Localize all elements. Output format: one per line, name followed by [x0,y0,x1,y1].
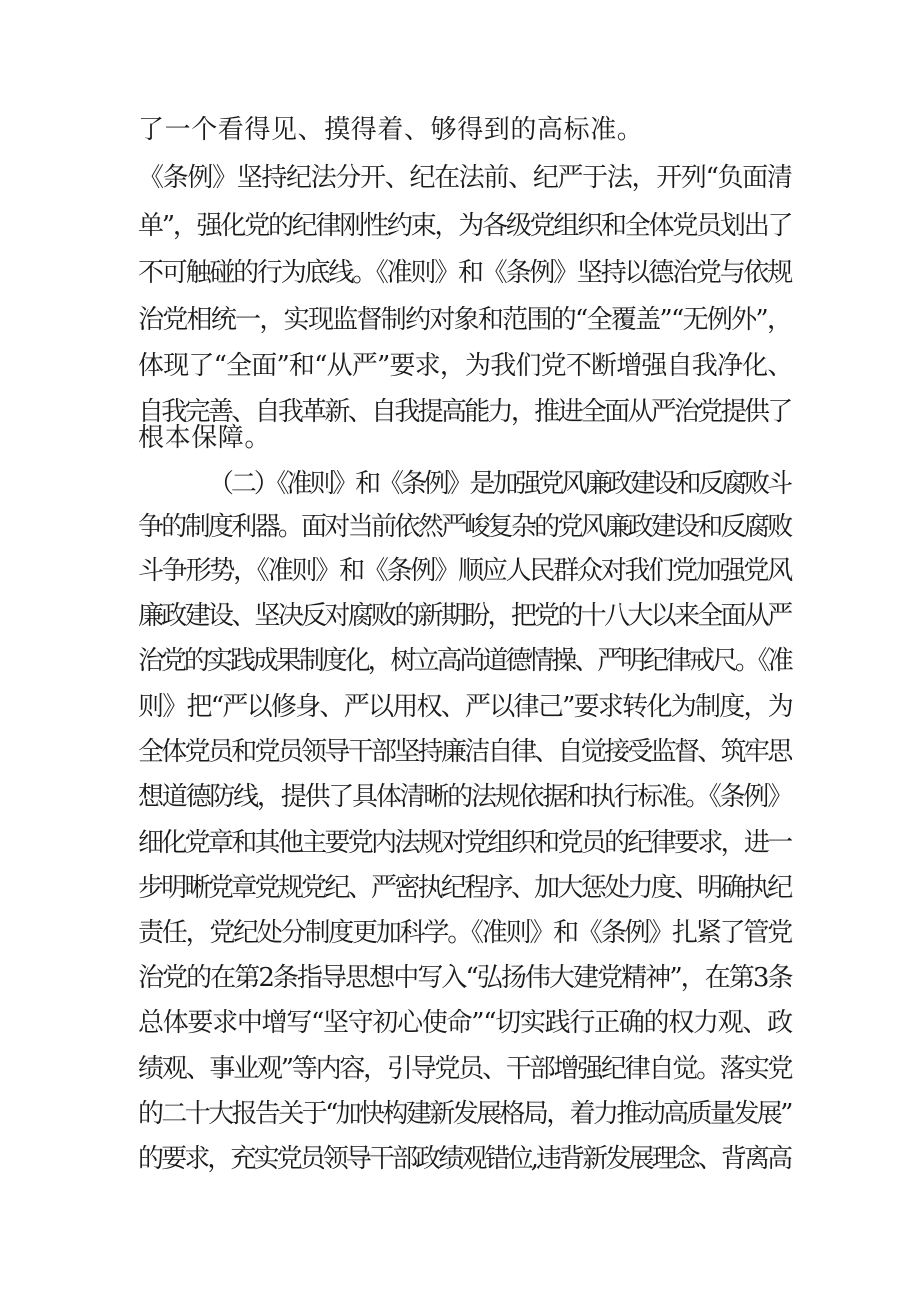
text-line: 自我完善、自我革新、自我提高能力，推进全面从严治党提供了 [138,397,791,427]
text-line: 根本保障。 [138,423,272,453]
text-line: 单”，强化党的纪律刚性约束，为各级党组织和全体党员划出了 [138,211,792,241]
text-line: 则》把“严以修身、严以用权、严以律己”要求转化为制度，为 [138,692,793,722]
text-line: 争的制度利器。面对当前依然严峻复杂的党风廉政建设和反腐败 [138,512,791,542]
text-line: 治党的实践成果制度化，树立高尚道德情操、严明纪律戒尺。《准 [138,646,791,676]
text-line: 治党的在第2条指导思想中写入“弘扬伟大建党精神”，在第3条 [138,963,792,993]
text-line: 了一个看得见、摸得着、够得到的高标准。 [138,115,644,145]
text-line: 责任，党纪处分制度更加科学。《准则》和《条例》扎紧了管党 [138,918,791,948]
text-line: 体现了“全面”和“从严”要求，为我们党不断增强自我净化、 [138,351,793,381]
text-line: 的二十大报告关于“加快构建新发展格局，着力推动高质量发展” [138,1099,791,1129]
text-line: 治党相统一，实现监督制约对象和范围的“全覆盖”“无例外”， [138,305,792,335]
text-line: 的要求，充实党员领导干部政绩观错位,违背新发展理念、背离高 [138,1144,791,1174]
text-line: 《条例》坚持纪法分开、纪在法前、纪严于法，开列“负面清 [138,163,792,193]
text-line: 绩观、事业观”等内容，引导党员、干部增强纪律自觉。落实党 [138,1054,792,1084]
text-line: 廉政建设、坚决反对腐败的新期盼，把党的十八大以来全面从严 [138,601,791,631]
text-line: 全体党员和党员领导干部坚持廉洁自律、自觉接受监督、筑牢思 [138,737,791,767]
text-line: 斗争形势，《准则》和《条例》顺应人民群众对我们党加强党风 [138,556,791,586]
text-line: 不可触碰的行为底线。《准则》和《条例》坚持以德治党与依规 [138,258,791,288]
text-line: 想道德防线，提供了具体清晰的法规依据和执行标准。《条例》 [138,782,791,812]
text-line: 步明晰党章党规党纪、严密执纪程序、加大惩处力度、明确执纪 [138,873,791,903]
text-line: （二）《准则》和《条例》是加强党风廉政建设和反腐败斗 [208,469,790,499]
text-line: 细化党章和其他主要党内法规对党组织和党员的纪律要求，进一 [138,828,791,858]
text-line: 总体要求中增写“坚守初心使命”“切实践行正确的权力观、政 [138,1008,792,1038]
